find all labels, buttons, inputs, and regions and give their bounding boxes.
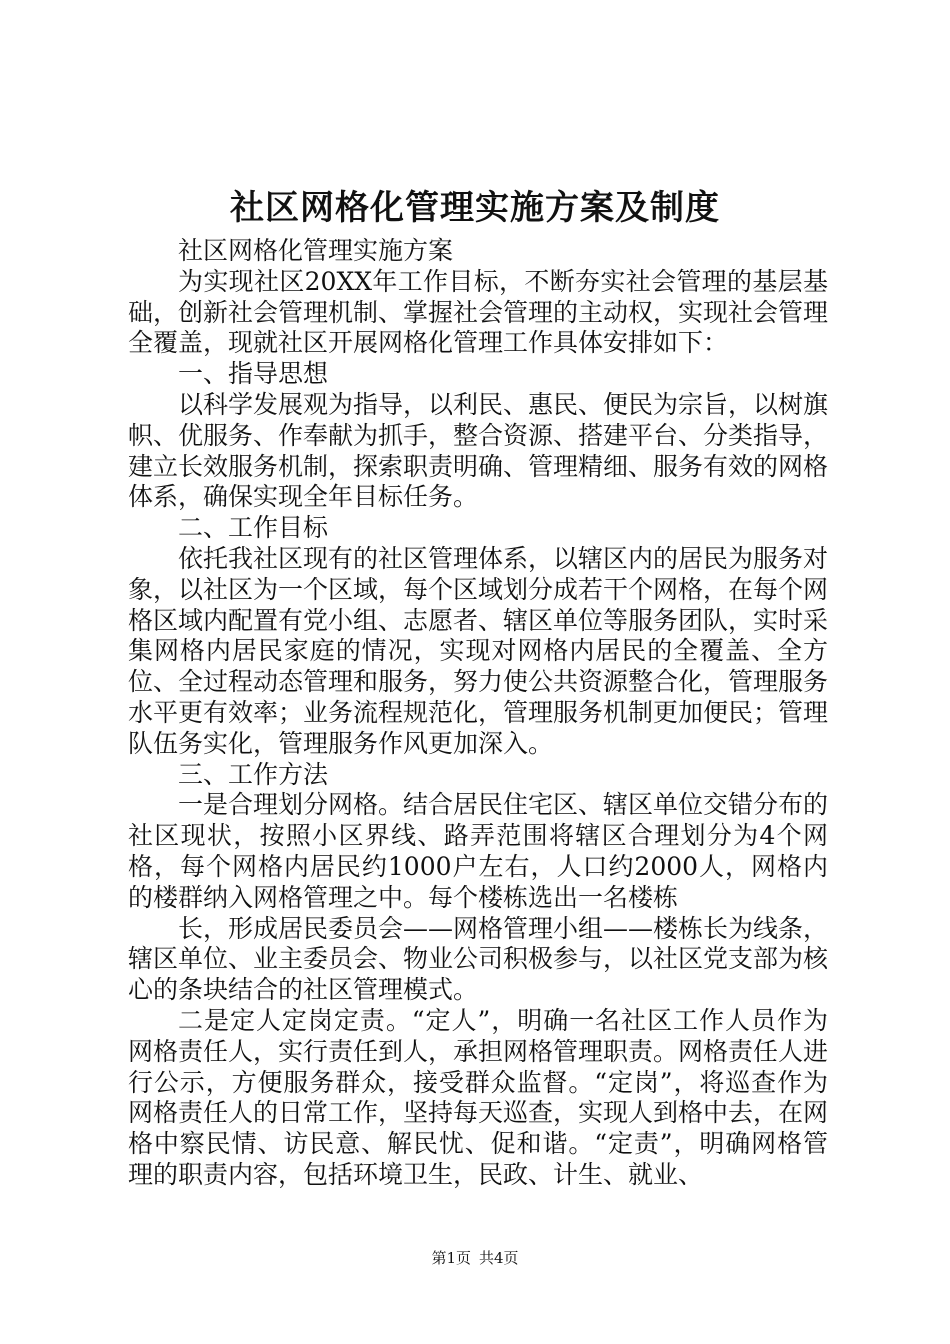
paragraph-guiding-thought: 以科学发展观为指导，以利民、惠民、便民为宗旨，以树旗帜、优服务、作奉献为抓手，整合资源、搭建平台、分类指导，建立长效服务机制，探索职责明确、管理精细、服务有效的网格体系，确保实现全年目标任务。	[128, 389, 829, 512]
document-body	[128, 236, 828, 1191]
heading-work-goal: 二、工作目标	[178, 513, 329, 543]
page-total: 共4页	[479, 1249, 519, 1267]
paragraph-work-goal: 依托我社区现有的社区管理体系，以辖区内的居民为服务对象，以社区为一个区域，每个区域划分成若干个网格，在每个网格区域内配置有党小组、志愿者、辖区单位等服务团队，实时采集网格内居民家庭的情况，实现对网格内居民的全覆盖、全方位、全过程动态管理和服务，努力使公共资源整合化，管理服务水平更有效率；业务流程规范化，管理服务机制更加便民；管理队伍务实化，管理服务作风更加深入。	[128, 543, 829, 758]
document-title: 社区网格化管理实施方案及制度	[230, 188, 720, 228]
paragraph-method-two: 二是定人定岗定责。“定人”，明确一名社区工作人员作为网格责任人，实行责任到人，承担网格管理职责。网格责任人进行公示，方便服务群众，接受群众监督。“定岗”，将巡查作为网格责任人的日常工作，坚持每天巡查，实现人到格中去，在网格中察民情、访民意、解民忧、促和谐。“定责”，明确网格管理的职责内容，包括环境卫生，民政、计生、就业、	[128, 1005, 829, 1189]
page-number: 第1页	[431, 1249, 471, 1267]
heading-guiding-thought: 一、指导思想	[178, 359, 329, 389]
paragraph-subtitle: 社区网格化管理实施方案	[178, 236, 454, 265]
page-footer	[0, 1248, 950, 1268]
paragraph-method-one: 一是合理划分网格。结合居民住宅区、辖区单位交错分布的社区现状，按照小区界线、路弄范围将辖区合理划分为4个网格，每个网格内居民约1000户左右，人口约2000人，网格内的楼群纳入网格管理之中。每个楼栋选出一名楼栋	[128, 790, 829, 912]
paragraph-method-one-cont: 长，形成居民委员会——网格管理小组——楼栋长为线条，辖区单位、业主委员会、物业公司积极参与，以社区党支部为核心的条块结合的社区管理模式。	[128, 913, 829, 1005]
heading-work-method: 三、工作方法	[178, 759, 329, 789]
paragraph-intro: 为实现社区20XX年工作目标，不断夯实社会管理的基层基础，创新社会管理机制、掌握社会管理的主动权，实现社会管理全覆盖，现就社区开展网格化管理工作具体安排如下：	[128, 266, 829, 358]
